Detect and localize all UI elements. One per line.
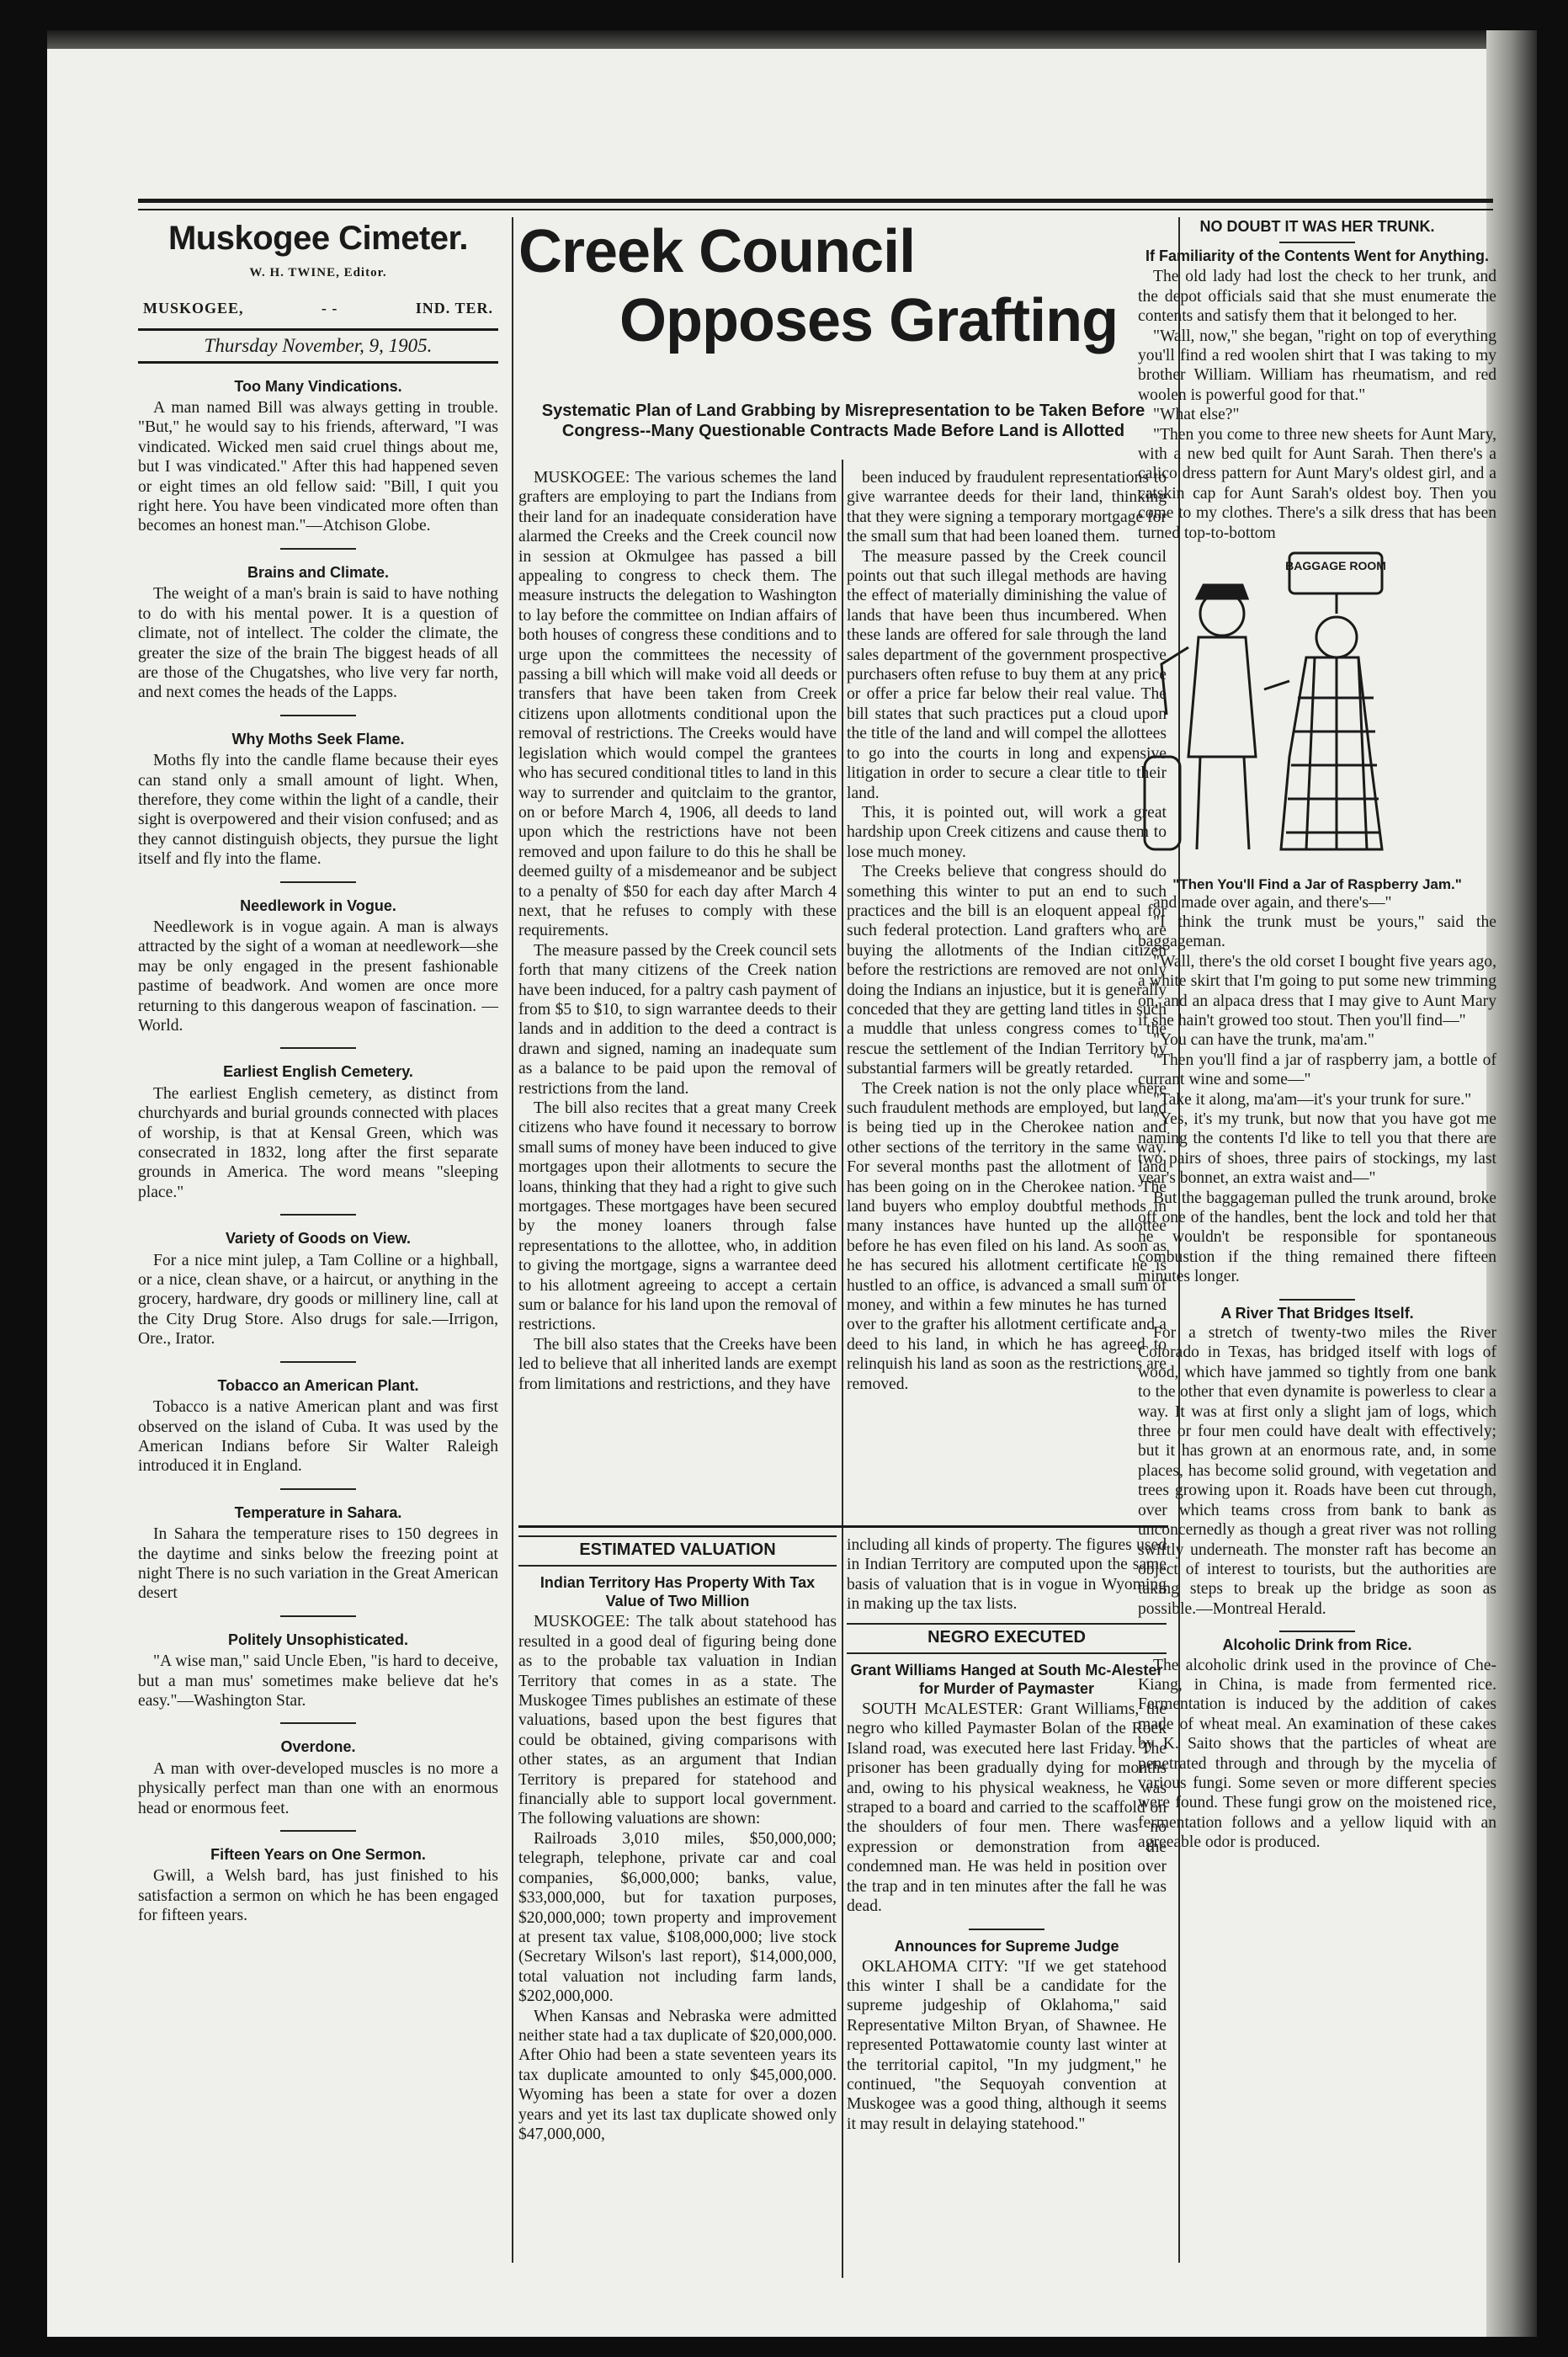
item-headline: Temperature in Sahara. — [234, 1503, 402, 1521]
rice-paras — [1138, 1656, 1496, 1853]
illustration-caption: "Then You'll Find a Jar of Raspberry Jam." — [1172, 875, 1462, 892]
item-headline: Overdone. — [280, 1738, 356, 1756]
section-rule — [518, 1525, 1168, 1528]
main-paragraph: The bill also states that the Creeks have been led to believe that all inherited lands are exempt from limitations and restrictions, and they have — [518, 1335, 837, 1393]
column-rule-2 — [842, 460, 843, 2278]
trunk-paras — [1138, 267, 1496, 543]
rice-head: Alcoholic Drink from Rice. — [1222, 1636, 1412, 1654]
column-1 — [138, 217, 498, 1926]
negro-paras — [847, 1700, 1167, 1916]
main-paragraph: MUSKOGEE: The various schemes the land grafters are employing to part the Indians from their land for an inadequate consideration have alarmed the Creeks and the Creek council now in session at Okmulgee has passed a bill appealing to congress to check them. The measure instructs the delegation to Washington to lay before the committee on Indian affairs of both houses of congress these conditions and to urge upon the committees the necessity of passing a bill which will make void all deeds or transfers that have been taken from Creek citizens upon allotments conditional upon the removal of restrictions. The Creeks would have legislation which would compel the grantees who has secured conditional titles to land in this way to surrender and quitclaim to the grantor, on or before March 4, 1906, all deeds to land upon which the restrictions have not been removed and upon failure to do this he shall be deemed guilty of a misdemeanor and be subject to a penalty of $50 for each day after March 4 next, that he refuses to comply with these requirements. — [518, 469, 837, 940]
river-head: A River That Bridges Itself. — [1220, 1304, 1414, 1322]
main-article-col-b — [847, 468, 1167, 1394]
river-paras — [1138, 1323, 1496, 1619]
trunk-paragraph: "Wall, now," she began, "right on top of everything you'll find a red woolen shirt that I was taking to my brother William. William has rheumatism, and red woolen is powerful good for that." — [1138, 327, 1496, 404]
judge-head: Announces for Supreme Judge — [894, 1937, 1119, 1955]
trunk-paras-2 — [1138, 893, 1496, 1287]
column-4 — [1138, 217, 1496, 1853]
item-paragraph: For a nice mint julep, a Tam Colline or a highball, or a nice, clean shave, or a haircut, or anything in the grocery, hardware, dry goods or millinery line, call at the City Drug Store. Also drugs for sale.—Irrigon, Ore., Irator. — [138, 1251, 498, 1349]
trunk-subhead: If Familiarity of the Contents Went for Anything. — [1145, 247, 1489, 265]
trunk-paragraph: "Then you'll find a jar of raspberry jam, a bottle of currant wine and some—" — [1138, 1051, 1496, 1089]
valuation-section-title: ESTIMATED VALUATION — [579, 1540, 776, 1559]
item-paragraph: Gwill, a Welsh bard, has just finished to his satisfaction a sermon on which he has been engaged for fifteen years. — [138, 1867, 498, 1925]
main-paragraph: This, it is pointed out, will work a great hardship upon Creek citizens and cause them to lose much money. — [847, 803, 1167, 861]
item-paragraph: Tobacco is a native American plant and was first observed on the island of Cuba. It was used by the American Indians before Sir Walter Raleigh introduced it in England. — [138, 1398, 498, 1476]
trunk-paragraph: The old lady had lost the check to her trunk, and the depot officials said that she must enumerate the contents and satisfy them that it belonged to her. — [1138, 268, 1496, 326]
main-headline — [518, 217, 1168, 355]
judge-paras — [847, 1957, 1167, 2135]
baggage-room-illustration — [1138, 546, 1390, 866]
item-headline: Needlework in Vogue. — [240, 897, 396, 914]
place-right: IND. TER. — [415, 299, 493, 317]
item-paragraph: In Sahara the temperature rises to 150 degrees in the daytime and sinks below the freezing point at night There is no such variation in the Great American desert — [138, 1525, 498, 1603]
trunk-paragraph: "Take it along, ma'am—it's your trunk for sure." — [1153, 1090, 1472, 1109]
masthead-title: Muskogee Cimeter. — [167, 220, 469, 257]
rice-paragraph: The alcoholic drink used in the province of Che-Kiang, in China, is made from fermented rice. Fermentation is induced by the addition of cakes made of wheat meal. An examination of these cakes by K. Saito shows that the particles of wheat are penetrated through and through by the mycelia of various fungi. Some seven or more different species were found. These fungi grow on the moistened rice, fermentation follows and a yellow liquid with an agreeable odor is produced. — [1138, 1656, 1496, 1852]
top-rule — [138, 199, 1493, 203]
top-rule-thin — [138, 209, 1493, 210]
main-paragraph: The measure passed by the Creek council points out that such illegal methods are having the effect of materially diminishing the value of lands that have been thus incumbered. When these lands are offered for sale through the land sales department of the government prospective purchasers often refuse to buy them at any price or offer a price far below their real value. The bill states that such practices put a cloud upon the title of the land and will compel the allottees to go into the courts in long and expensive litigation in order to secure a clear title to their land. — [847, 547, 1167, 802]
place-left: MUSKOGEE, — [143, 299, 244, 317]
valuation-paragraph: Railroads 3,010 miles, $50,000,000; telegraph, telephone, private car and coal companies, $6,000,000; banks, value, $33,000,000, but for taxation purposes, $20,000,000; town property and improvement at present tax value, $108,000,000; live stock (Secretary Wilson's last report), $14,000,000, total valuation not including farm lands, $202,000,000. — [518, 1829, 837, 2006]
column-1-items — [138, 377, 498, 1926]
item-paragraph: A man named Bill was always getting in trouble. "But," he would say to his friends, afterward, "I was vindicated. Wicked men said cruel things about me, but I was vindicated." After this had happened seven or eight times an old fellow said: "Bill, I quit you right here. You have been vindicated more often than becomes an honest man."—Atchison Globe. — [138, 399, 498, 535]
valuation-paras — [518, 1612, 837, 2144]
valuation-head: Indian Territory Has Property With Tax Value of Two Million — [539, 1574, 816, 1610]
masthead-date: Thursday November, 9, 1905. — [138, 328, 498, 363]
item-paragraph: "A wise man," said Uncle Eben, "is hard to deceive, but a man mus' sometimes make believe dat he's easy."—Washington Star. — [138, 1652, 498, 1710]
trunk-paragraph: "What else?" — [1153, 406, 1240, 424]
headline-line-2: Opposes Grafting — [619, 287, 1119, 354]
valuation-cont: including all kinds of property. The figures used in Indian Territory are computed upon the same basis of valuation that is in vogue in Wyoming in making up the tax lists. — [847, 1536, 1167, 1614]
item-headline: Politely Unsophisticated. — [227, 1631, 409, 1648]
river-paragraph: For a stretch of twenty-two miles the River Colorado in Texas, has bridged itself with logs of wood, which have jammed so tightly from one bank to the other that even dynamite is powerless to clear a way. It was at first only a slight jam of logs, which three or four men could have dealt with effectively; but it has grown at an enormous rate, and, in some places, has become solid ground, with vegetation and trees growing upon it. Roads have been cut through, over which teams cross from bank to bank as unconcernedly as though a great river was not rolling swiftly underneath. The monster raft has become an object of interest to tourists, but the authorities are taking steps to break up the bridge as soon as possible.—Montreal Herald. — [1138, 1324, 1496, 1618]
main-paragraph: The Creek nation is not the only place where such fraudulent methods are employed, but land is being tied up in the Cherokee nation and other sections of the territory in the same way. For several months past the allotment of land has been going on in the Cherokee nation. The land buyers who employ doubtful methods in many instances have hunted up the allottee before he has even filed on his land. As soon as he has secured his allotment certificate he is hustled to an office, is advanced a small sum of money, and within a few minutes he has turned over to the grafter his allotment certificate and a deed to his land, in which he has agreed to relinquish his land as soon as the restrictions are removed. — [847, 1079, 1167, 1393]
main-paragraph: been induced by fraudulent representations to give warrantee deeds for their land, thinking that they were signing a temporary mortgage for the small sum that had been loaned them. — [847, 469, 1167, 546]
main-paragraph: The Creeks believe that congress should do something this winter to put an end to such practices and the bill is an eloquent appeal for such federal protection. Land grafters who are buying the allotments of the Indian citizen before the restrictions are removed are not only doing the Indians an injustice, but it is generally conceded that they are getting land titles in such a muddle that unless congress comes to the rescue the settlement of the Indian Territory by substantial farmers will be greatly retarded. — [847, 863, 1167, 1078]
trunk-paragraph: But the baggageman pulled the trunk around, broke off one of the handles, bent the lock and told her that he wouldn't be responsible for spontaneous combustion if the thing remained there fifteen minutes longer. — [1138, 1189, 1496, 1286]
item-headline: Too Many Vindications. — [234, 377, 402, 395]
masthead-place — [138, 299, 498, 318]
valuation-col — [518, 1535, 837, 2144]
trunk-paragraph: "Yes, it's my trunk, but now that you have got me naming the contents I'd like to tell you that there are two pairs of shoes, three pairs of stockings, my last year's bonnet, an extra waist and—" — [1138, 1109, 1496, 1188]
main-article-col-a — [518, 468, 837, 1394]
trunk-paragraph: "Then you come to three new sheets for Aunt Mary, with a new bed quilt for Aunt Sarah. Then there's a calico dress pattern for Aunt Mary's oldest girl, and a catskin cap for Aunt Sarah's oldest boy. Then you come to my clothes. There's a silk dress that has been turned top-to-bottom — [1138, 425, 1496, 542]
valuation-paragraph: MUSKOGEE: The talk about statehood has resulted in a good deal of figuring being done as to the probable tax valuation in Indian Territory that comes in as a state. The Muskogee Times publishes an estimate of these valuations, based upon the best figures that could be obtained, giving comparisons with other states, as an argument that Indian Territory is prepared for statehood and financially able to support local government. The following valuations are shown: — [518, 1613, 837, 1828]
item-paragraph: The earliest English cemetery, as distinct from churchyards and burial grounds connected with places of worship, is that at Kensal Green, which was consecrated in 1832, long after the first separate grounds in America. The word means "sleeping place." — [138, 1084, 498, 1201]
item-paragraph: Moths fly into the candle flame because their eyes can stand only a small amount of light. When, therefore, they come within the light of a candle, their sight is overpowered and their vision confused; and as they cannot distinguish objects, they pursue the light itself and fly into the flame. — [138, 752, 498, 869]
negro-head: Grant Williams Hanged at South Mc-Alester for Murder of Paymaster — [850, 1662, 1163, 1698]
valuation-paragraph: When Kansas and Nebraska were admitted neither state had a tax duplicate of $20,000,000. After Ohio had been a state seventeen years its tax duplicate amounted to only $45,000,000. Wyoming has been a state for over a dozen years and yet its last tax duplicate showed only $47,000,000, — [518, 2007, 837, 2143]
newspaper-page — [47, 30, 1537, 2337]
item-headline: Brains and Climate. — [247, 563, 390, 581]
item-headline: Variety of Goods on View. — [225, 1230, 412, 1248]
column-rule-1 — [512, 217, 513, 2263]
trunk-paragraph: "I think the trunk must be yours," said the baggageman. — [1138, 912, 1496, 951]
news-col — [847, 1535, 1167, 2134]
main-paragraph: The measure passed by the Creek council sets forth that many citizens of the Creek nation have been induced, for a paltry cash payment of from $5 to $10, to sign warrantee deeds to their lands and in addition to the deed a contract is drawn and signed, naming an inadequate sum as a balance to be paid upon the removal of restrictions from the land. — [518, 941, 837, 1098]
illustration-sign: BAGGAGE ROOM — [1285, 559, 1386, 573]
trunk-paragraph: "You can have the trunk, ma'am." — [1153, 1031, 1374, 1050]
item-headline: Why Moths Seek Flame. — [231, 730, 405, 748]
item-headline: Earliest English Cemetery. — [223, 1063, 413, 1081]
trunk-head: NO DOUBT IT WAS HER TRUNK. — [1199, 218, 1435, 235]
item-paragraph: Needlework is in vogue again. A man is always attracted by the sight of a woman at needlework—she may be only engaged in the present fashionable pastime of beadwork. And women are once more returning to this dangerous weapon of fascination. —World. — [138, 918, 498, 1035]
scan-top-edge — [47, 30, 1537, 49]
headline-line-1: Creek Council — [518, 218, 916, 285]
main-subhead: Systematic Plan of Land Grabbing by Misrepresentation to be Taken Before Congress--Many Questionable Contracts Made Before Land is Allotted — [541, 402, 1145, 440]
item-paragraph: The weight of a man's brain is said to have nothing to do with his mental power. It is a question of climate, not of intellect. The colder the climate, the greater the size of the brain The biggest heads of all are those of the Chugatshes, who live very far north, and next comes the heads of the Lapps. — [138, 585, 498, 702]
negro-section-title: NEGRO EXECUTED — [928, 1627, 1086, 1647]
masthead-editor: W. H. TWINE, Editor. — [249, 266, 387, 280]
main-paragraph: The bill also recites that a great many Creek citizens who have found it necessary to borrow small sums of money have been induced to give mortgages upon their allotments to secure the loans, thinking that they had a right to give such mortgages. These mortgages have been secured by the money loaners through false representations to the allottee, who, in addition to giving the mortgage, signs a warrantee deed to his allotment agreeing to accept a certain sum or balance for his land upon the removal of restrictions. — [518, 1099, 837, 1334]
place-sep: - - — [321, 299, 338, 317]
trunk-paragraph: "Wall, there's the old corset I bought five years ago, a white skirt that I'm going to put some new trimming on, and an alpaca dress that I may give to Aunt Mary if she hain't growed too stout. Then you'll find—" — [1138, 952, 1496, 1030]
item-headline: Tobacco an American Plant. — [217, 1376, 419, 1394]
trunk-paragraph: and made over again, and there's—" — [1153, 893, 1392, 912]
judge-paragraph: OKLAHOMA CITY: "If we get statehood this winter I shall be a candidate for the supreme judgeship of Oklahoma," said Representative Milton Bryan, of Shawnee. He represented Pottawatomie county last winter at the territorial capitol, "In my judgment," he continued, "the Sequoyah convention at Muskogee was a good thing, although it seems it may result in delaying statehood." — [847, 1957, 1167, 2133]
negro-paragraph: SOUTH McALESTER: Grant Williams, the negro who killed Paymaster Bolan of the Rock Island road, was executed here last Friday. The prisoner has been gradually dying for months and, owing to his physical weakness, he was straped to a board and carried to the scaffold on the shoulders of four men. There was no expression or demonstration from the condemned man. He was held in position over the trap and in ten minutes after the fall he was dead. — [847, 1700, 1167, 1916]
item-paragraph: A man with over-developed muscles is no more a physically perfect man than one with an enormous head or enormous feet. — [138, 1759, 498, 1817]
item-headline: Fifteen Years on One Sermon. — [210, 1846, 426, 1863]
